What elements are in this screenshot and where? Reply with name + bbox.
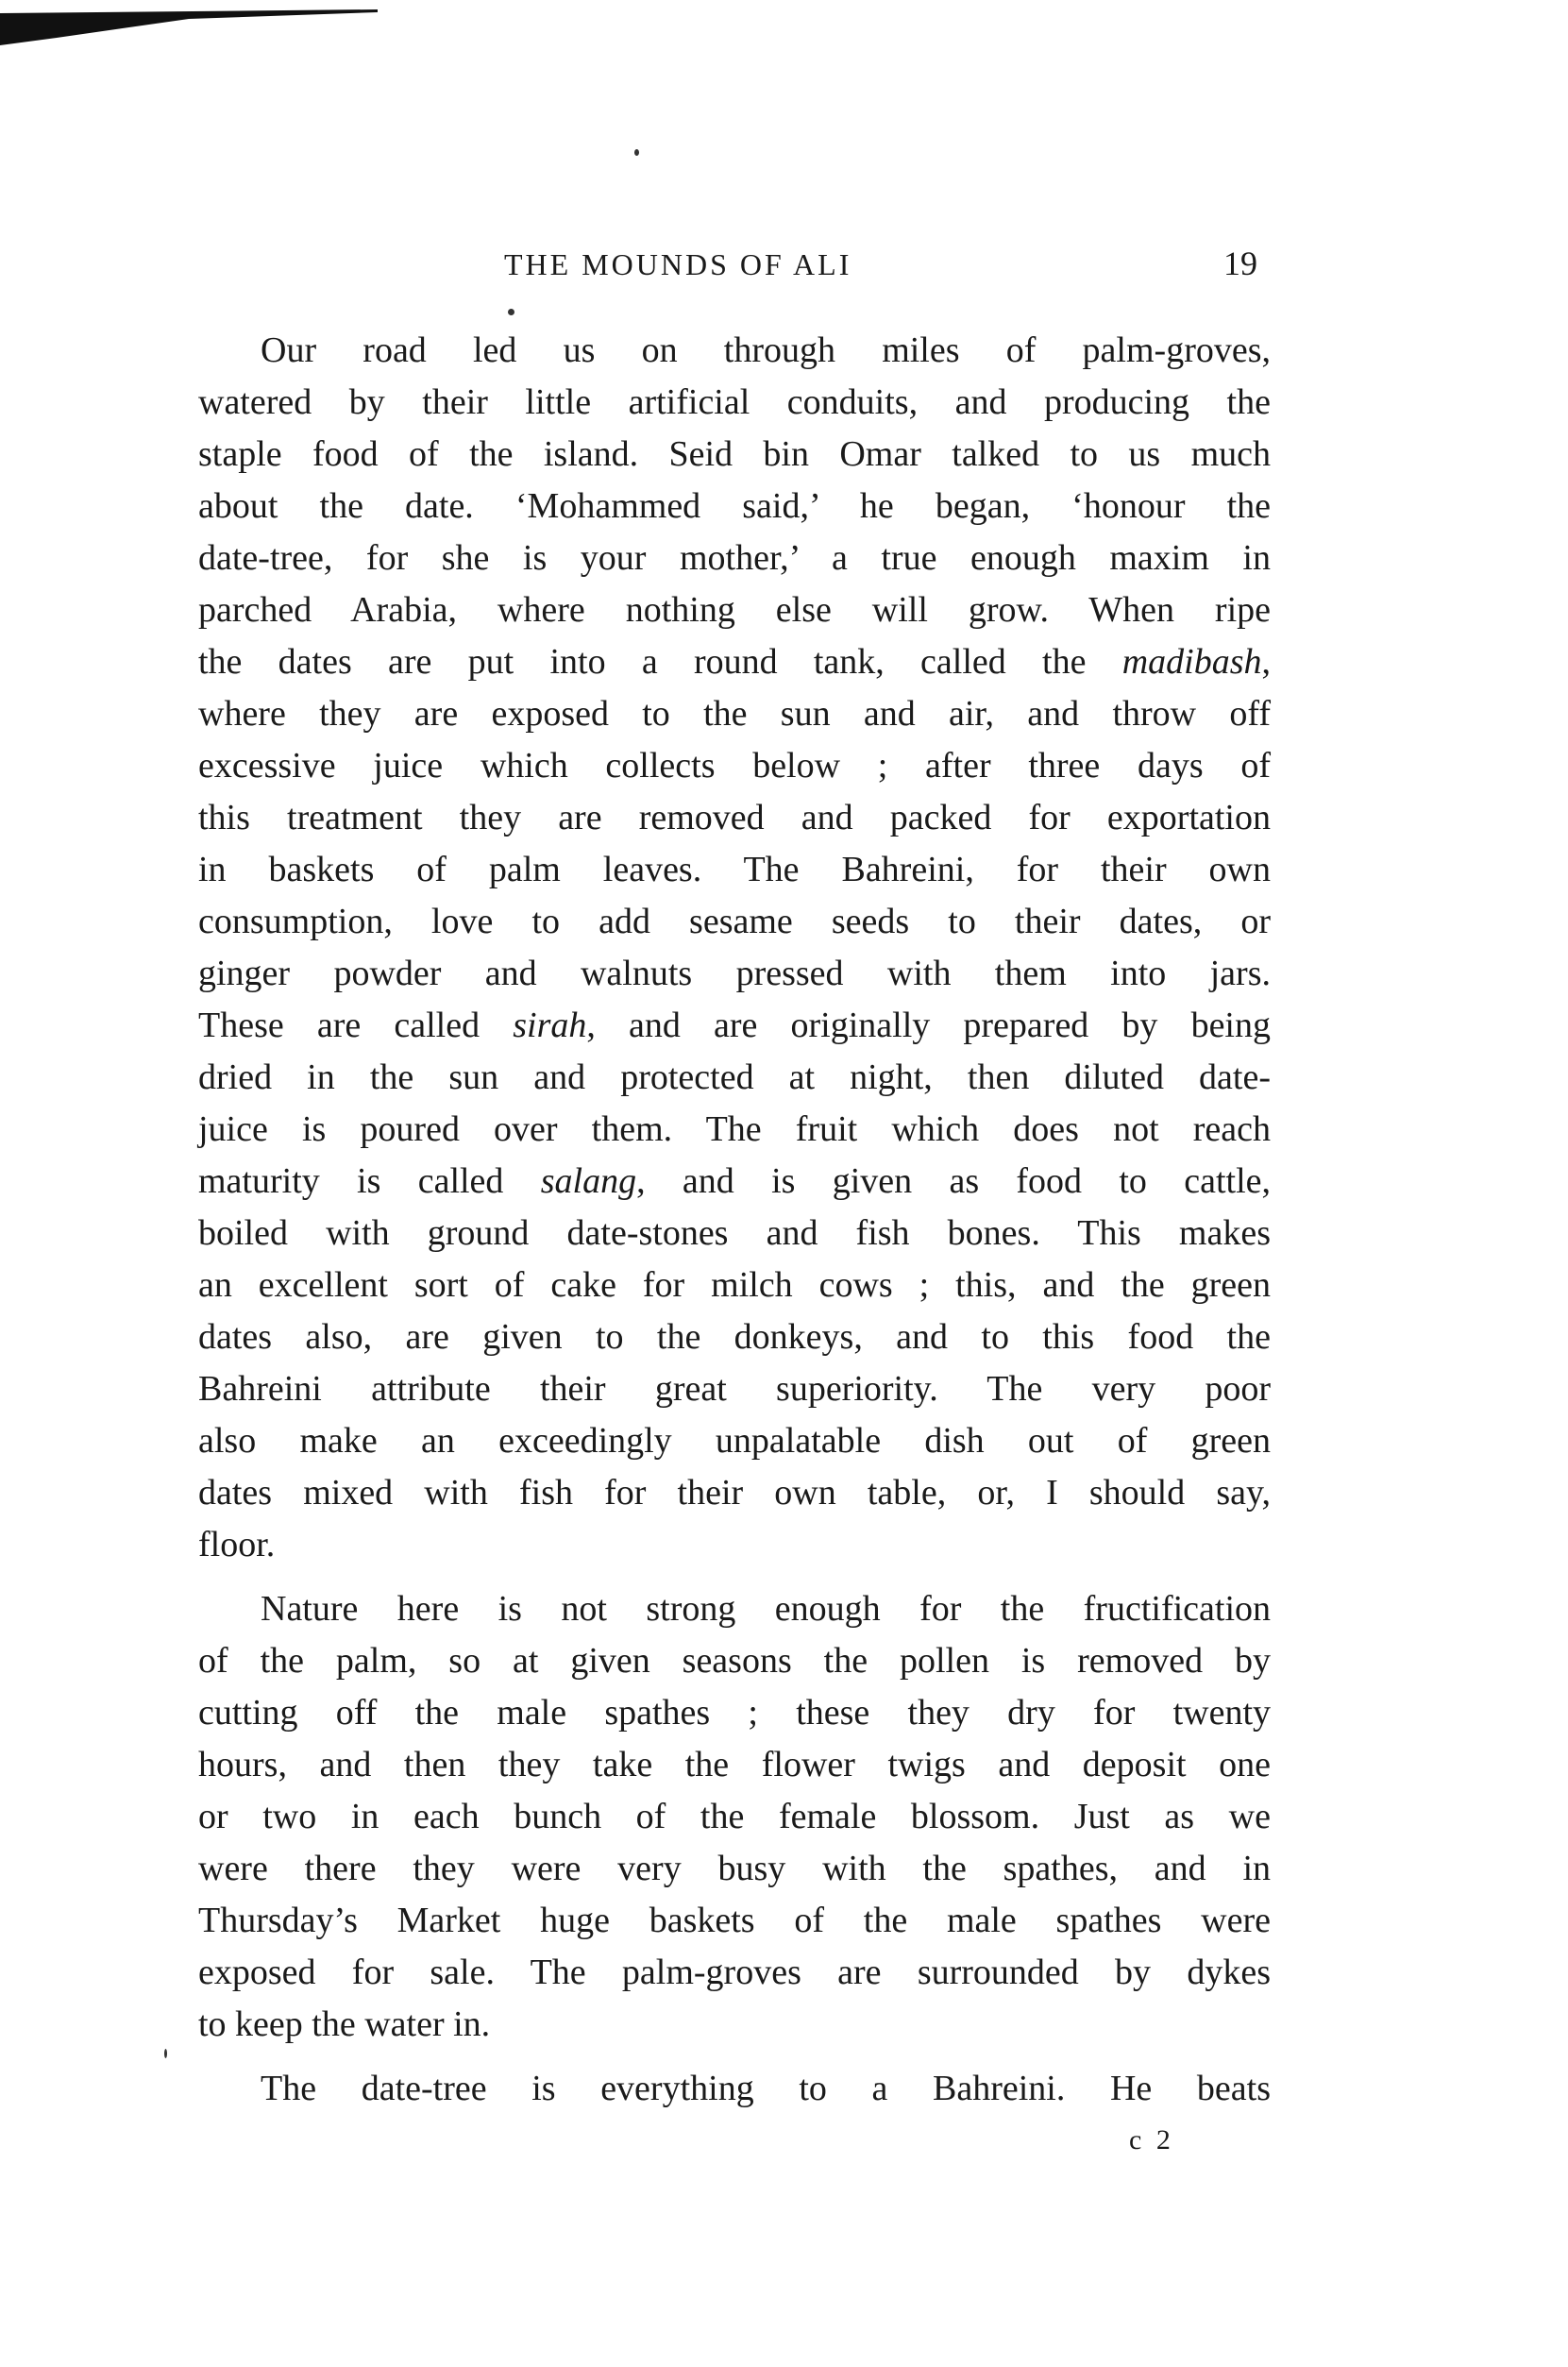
text-line: in baskets of palm leaves. The Bahreini, for their own (198, 850, 1271, 889)
text-line: about the date. ‘Mohammed said,’ he began, ‘honour the (198, 486, 1271, 526)
text-line: where they are exposed to the sun and air, and throw off (198, 694, 1271, 734)
text-line: dates also, are given to the donkeys, and to this food the (198, 1317, 1271, 1357)
text-line: excessive juice which collects below ; after three days of (198, 746, 1271, 786)
ink-speck (164, 2049, 167, 2058)
text-line: staple food of the island. Seid bin Omar talked to us much (198, 434, 1271, 474)
paragraph (198, 325, 1271, 1571)
ink-speck (508, 309, 514, 315)
body-text (198, 325, 1271, 2115)
ink-speck (634, 149, 639, 156)
text-line: Nature here is not strong enough for the fructification (261, 1589, 1271, 1629)
text-line: Thursday’s Market huge baskets of the male spathes were (198, 1901, 1271, 1940)
text-line: this treatment they are removed and packed for exportation (198, 798, 1271, 837)
text-line: parched Arabia, where nothing else will grow. When ripe (198, 590, 1271, 630)
text-line: Our road led us on through miles of palm-groves, (261, 330, 1271, 370)
text-line: also make an exceedingly unpalatable dish out of green (198, 1421, 1271, 1461)
paragraph (198, 1583, 1271, 2051)
text-line: These are called sirah, and are originally prepared by being (198, 1006, 1271, 1045)
text-line: an excellent sort of cake for milch cows ; this, and the green (198, 1265, 1271, 1305)
paragraph (198, 2063, 1271, 2115)
text-line: juice is poured over them. The fruit which does not reach (198, 1109, 1271, 1149)
italic-term: salang (540, 1161, 637, 1201)
text-line: The date-tree is everything to a Bahreini. He beats (261, 2069, 1271, 2108)
signature-mark: c 2 (1129, 2124, 1174, 2156)
text-line: floor. (198, 1525, 276, 1564)
text-line: exposed for sale. The palm-groves are surrounded by dykes (198, 1953, 1271, 1992)
text-line: of the palm, so at given seasons the pollen is removed by (198, 1641, 1271, 1681)
text-line: boiled with ground date-stones and fish bones. This makes (198, 1213, 1271, 1253)
text-line: to keep the water in. (198, 2004, 491, 2044)
text-line: or two in each bunch of the female blossom. Just as we (198, 1797, 1271, 1836)
text-line: the dates are put into a round tank, called the madibash, (198, 642, 1271, 682)
text-line: ginger powder and walnuts pressed with them into jars. (198, 954, 1271, 993)
page-number: 19 (1223, 245, 1257, 282)
text-line: consumption, love to add sesame seeds to their dates, or (198, 902, 1271, 941)
text-line: hours, and then they take the flower twigs and deposit one (198, 1745, 1271, 1784)
scan-ink-mark (0, 0, 396, 57)
text-line: watered by their little artificial conduits, and producing the (198, 382, 1271, 422)
text-line: maturity is called salang, and is given as food to cattle, (198, 1161, 1271, 1201)
italic-term: madibash (1121, 642, 1262, 682)
italic-term: sirah (513, 1006, 587, 1045)
text-line: dried in the sun and protected at night, then diluted date- (198, 1057, 1271, 1097)
running-title: THE MOUNDS OF ALI (504, 247, 852, 281)
text-line: dates mixed with fish for their own table, or, I should say, (198, 1473, 1271, 1513)
text-line: cutting off the male spathes ; these they dry for twenty (198, 1693, 1271, 1733)
text-line: date-tree, for she is your mother,’ a true enough maxim in (198, 538, 1271, 578)
text-line: were there they were very busy with the spathes, and in (198, 1849, 1271, 1888)
text-line: Bahreini attribute their great superiority. The very poor (198, 1369, 1271, 1409)
